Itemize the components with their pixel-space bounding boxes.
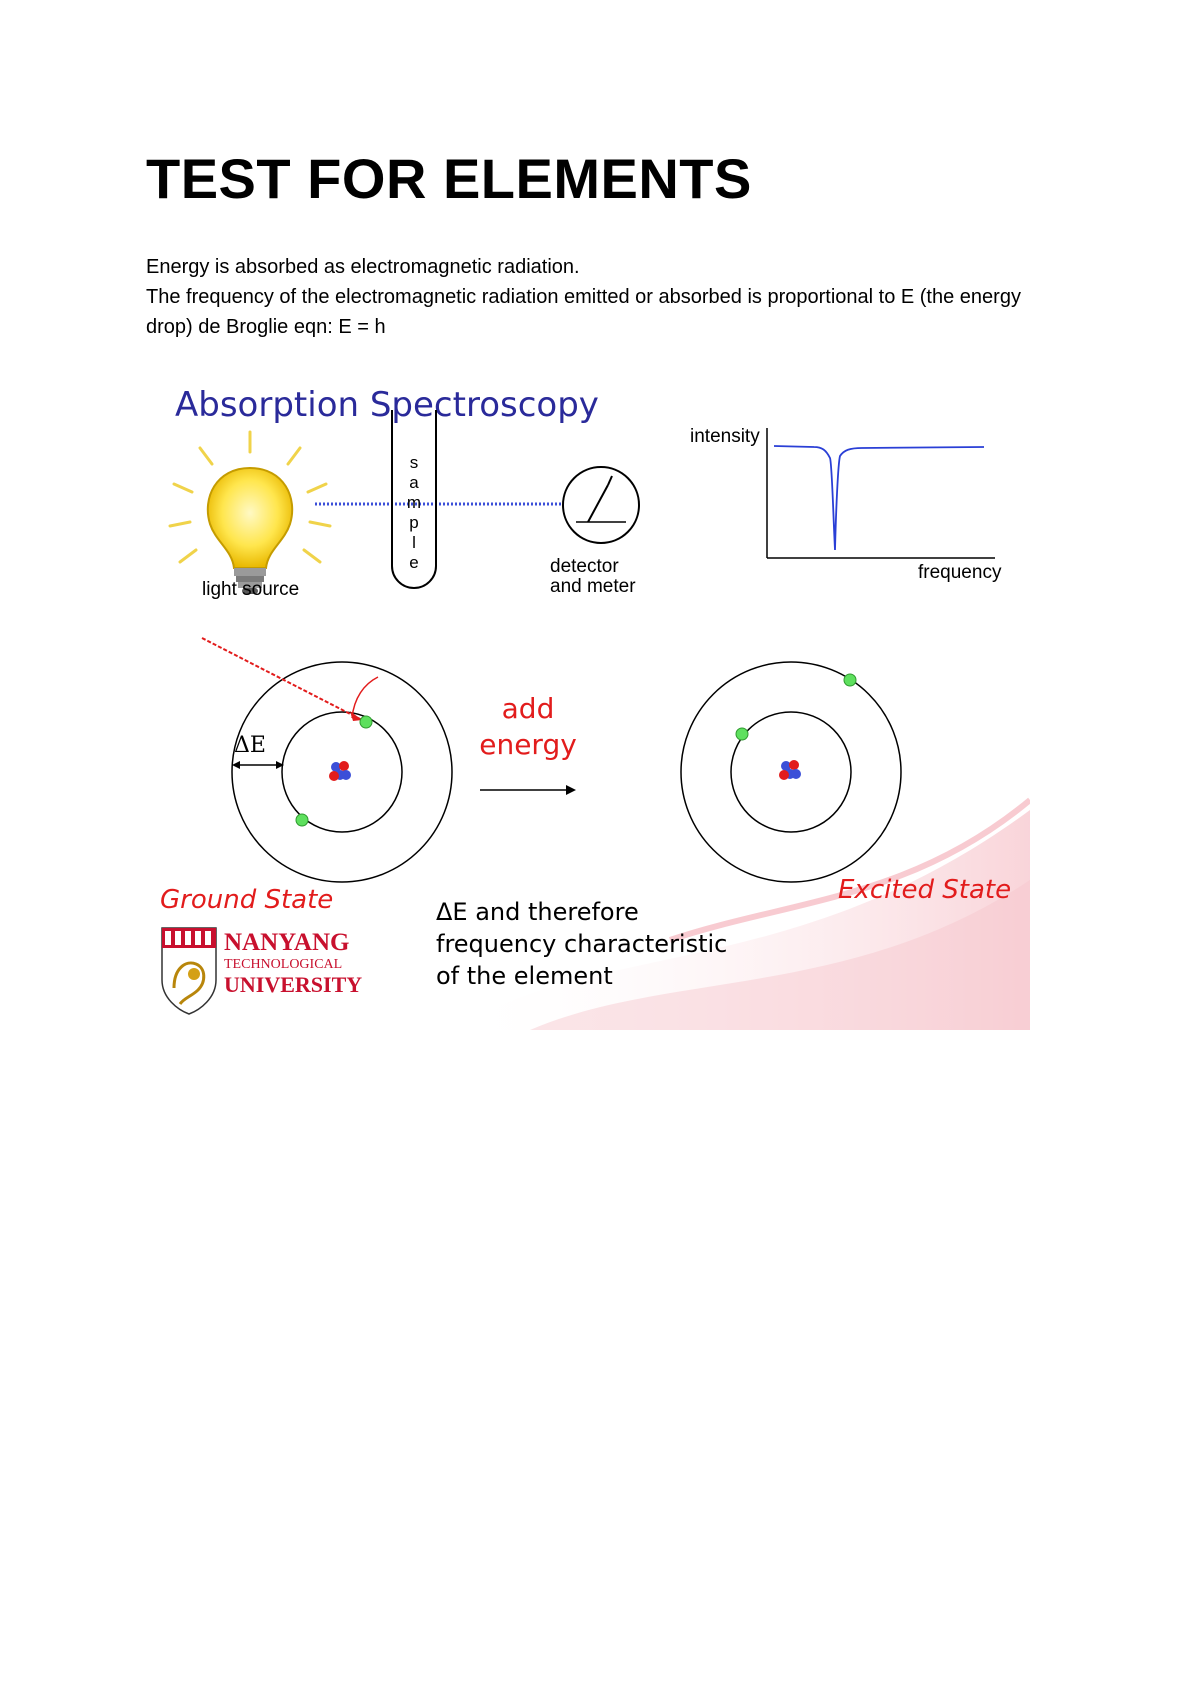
logo-line3: UNIVERSITY	[224, 972, 363, 997]
spectrum-y-label: intensity	[690, 426, 760, 447]
caption-line2: frequency characteristic	[436, 930, 728, 958]
caption-line1: ΔE and therefore	[436, 898, 639, 926]
electron-icon	[296, 814, 308, 826]
nucleus-icon	[779, 760, 801, 780]
electron-icon	[360, 716, 372, 728]
add-energy-line1: add	[501, 692, 555, 725]
electron-icon	[844, 674, 856, 686]
nucleus-icon	[329, 761, 351, 781]
sample-letter-p: p	[409, 513, 419, 532]
excited-state-label: Excited State	[838, 875, 1012, 905]
sample-letter-e: e	[409, 553, 419, 572]
detector-label-line2: and meter	[550, 576, 636, 597]
paragraph-absorption: Energy is absorbed as electromagnetic radiation.	[146, 256, 580, 278]
spectrum-x-label: frequency	[918, 562, 1002, 583]
absorption-spectroscopy-figure	[150, 380, 1030, 1030]
electron-icon	[736, 728, 748, 740]
spectrum-absorption-line	[774, 446, 984, 550]
excited-state-atom	[681, 662, 901, 882]
ground-state-atom	[202, 638, 452, 882]
sample-letter-s: s	[409, 453, 419, 472]
spectrum-plot	[767, 428, 995, 558]
add-energy-line2: energy	[479, 728, 577, 761]
sample-letter-m: m	[406, 493, 422, 512]
detector-meter-icon	[563, 467, 639, 543]
sample-letter-l: l	[412, 533, 416, 552]
logo-line1: NANYANG	[224, 929, 350, 956]
page-title: TEST FOR ELEMENTS	[146, 147, 752, 210]
sample-letter-a: a	[409, 473, 419, 492]
ground-state-label: Ground State	[160, 885, 334, 915]
ntu-crest-icon	[162, 928, 216, 1014]
paragraph-frequency: The frequency of the electromagnetic radiation emitted or absorbed is proportional to E (the energy drop) de Broglie eqn: E = h	[146, 286, 1021, 338]
light-bulb-icon	[170, 432, 330, 594]
ntu-logo	[162, 928, 362, 1014]
light-source-label: light source	[202, 579, 300, 600]
figure-heading: Absorption Spectroscopy	[175, 385, 599, 425]
delta-e-label: ΔE	[234, 733, 266, 758]
detector-label-line1: detector	[550, 556, 619, 577]
logo-line2: TECHNOLOGICAL	[224, 957, 343, 972]
sample-tube	[392, 410, 436, 588]
caption-line3: of the element	[436, 962, 613, 990]
